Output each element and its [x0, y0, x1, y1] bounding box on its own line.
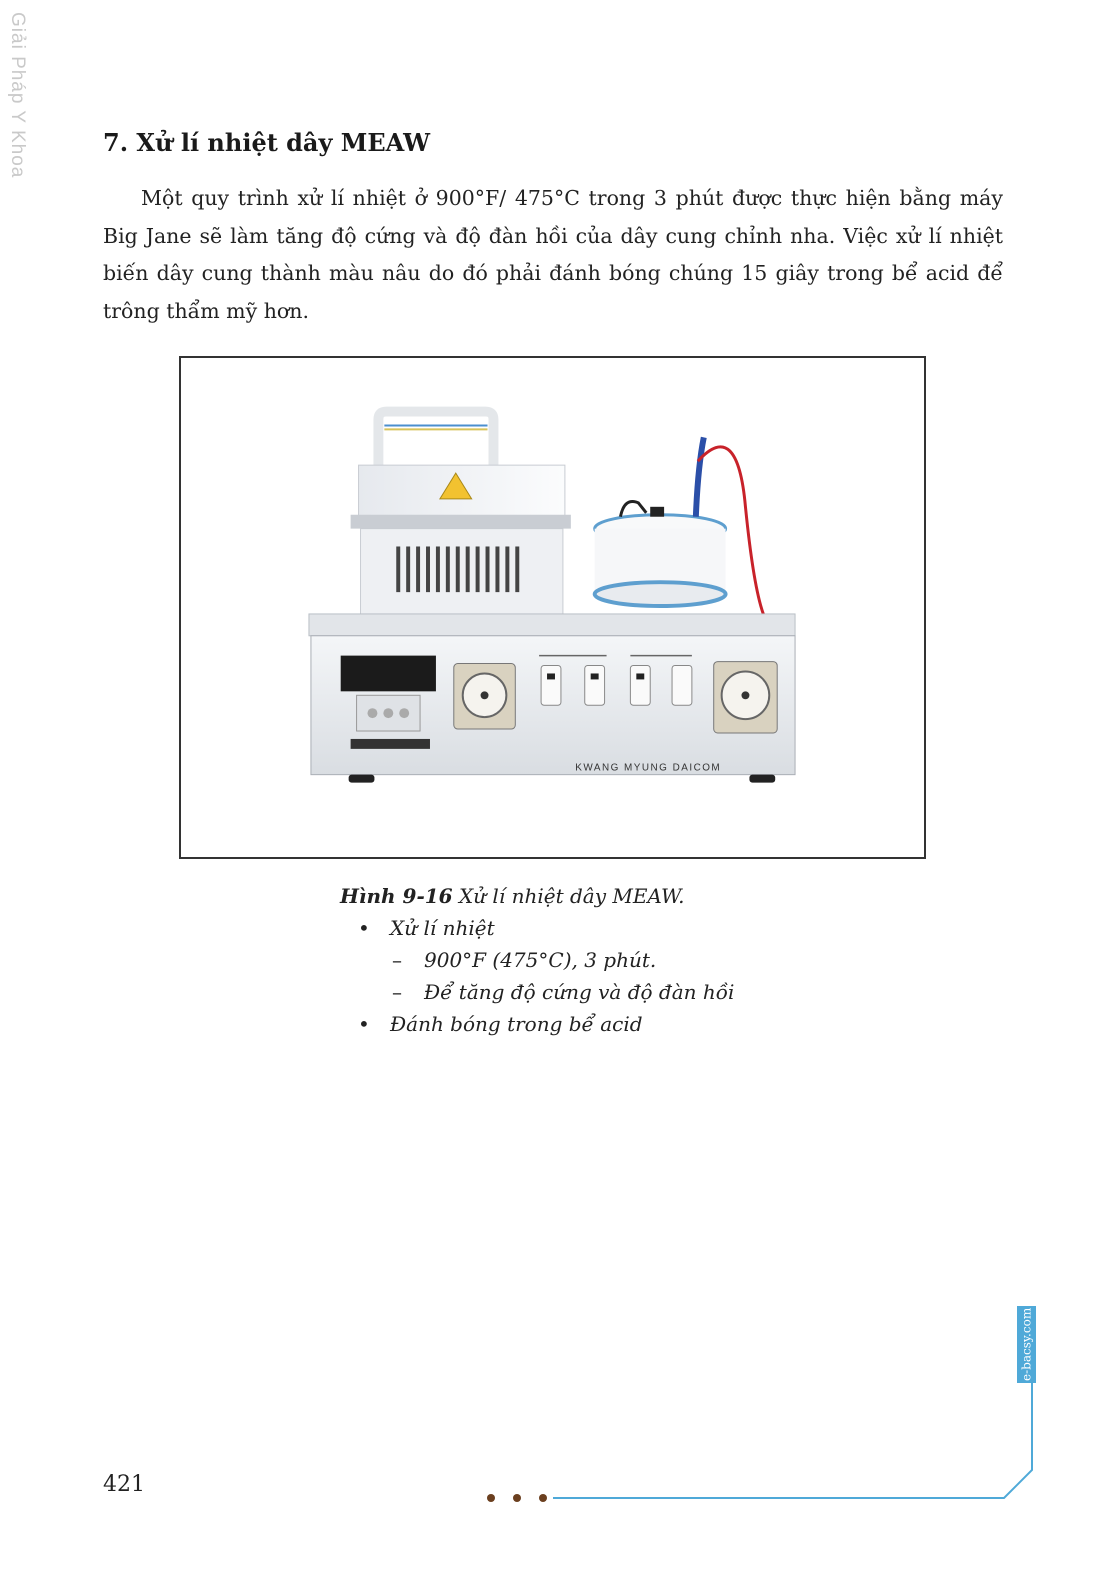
heat-treatment-machine-illustration [181, 358, 924, 857]
watermark-text: Giải Pháp Y Khoa [7, 12, 28, 179]
page-number: 421 [103, 1472, 145, 1497]
machine-brand-label: KWANG MYUNG DAICOM [575, 762, 722, 774]
figure-caption [340, 880, 940, 1040]
footer-dot-icon [539, 1494, 547, 1502]
caption-sub-item [340, 976, 940, 1008]
bullet-icon: • [358, 916, 370, 940]
dash-icon: – [392, 980, 402, 1004]
body-paragraph: Một quy trình xử lí nhiệt ở 900°F/ 475°C trong 3 phút được thực hiện bằng máy Big Jane sẽ làm tăng độ cứng và độ đàn hồi của dây cung chỉnh nha. Việc xử lí nhiệt biến dây cung thành màu nâu do đó phải đánh bóng chúng 15 giây trong bể acid để trông thẩm mỹ hơn. [103, 186, 1003, 323]
caption-bullet-item [340, 1008, 940, 1040]
footer-line [553, 1383, 1032, 1498]
figure-image [179, 356, 926, 859]
bullet-icon: • [358, 1012, 370, 1036]
dash-icon: – [392, 948, 402, 972]
sub-item-text: 900°F (475°C), 3 phút. [424, 948, 657, 972]
site-tag: e-bacsy.com [1017, 1306, 1036, 1383]
section-heading: 7. Xử lí nhiệt dây MEAW [103, 128, 431, 157]
caption-bullet-item [340, 912, 940, 944]
caption-sub-item [340, 944, 940, 976]
footer-dot-icon [487, 1494, 495, 1502]
figure-title: Xử lí nhiệt dây MEAW. [452, 884, 685, 908]
figure-number: Hình 9-16 [340, 884, 453, 908]
bullet-text: Xử lí nhiệt [390, 916, 495, 940]
bullet-text: Đánh bóng trong bể acid [390, 1012, 643, 1036]
footer-dot-icon [513, 1494, 521, 1502]
caption-title-line [340, 880, 940, 912]
sub-item-text: Để tăng độ cứng và độ đàn hồi [424, 980, 735, 1004]
